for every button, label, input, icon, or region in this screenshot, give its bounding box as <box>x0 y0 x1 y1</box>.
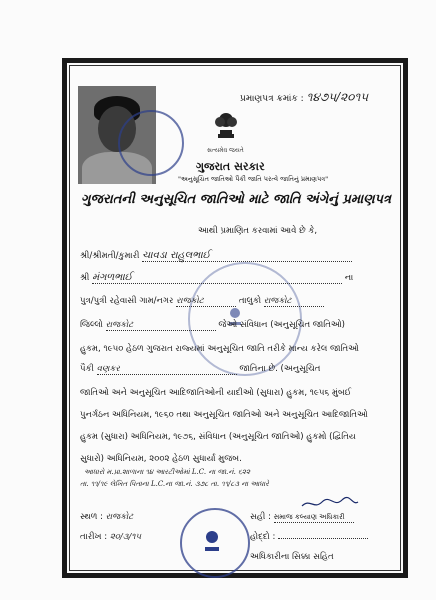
certificate-subtitle: "અનુસૂચિત જાતિઓ પૈકી જાતિ પરત્વે જાતિનું પ્રમાણપત્ર" <box>178 175 329 183</box>
taluka-value: રાજકોટ <box>264 296 324 307</box>
date-row: તારીખ : ૨૦/૩/૧૫ <box>80 532 142 542</box>
body-line-4: હુકમ (સુધારા) અધિનિયમ, ૧૯૭૬, સંવિધાન (અનુસૂચિત જાતિઓ) હુકમો (દ્વિતિય <box>80 432 356 442</box>
date-value: ૨૦/૩/૧૫ <box>109 532 142 542</box>
place-value: રાજકોટ <box>105 512 134 522</box>
caste-row: પૈકી વણકર જાતિના છે. (અનુસૂચિત <box>80 364 321 374</box>
body-line-2: જાતિઓ અને અનુસૂચિત આદિજાતિઓની યાદીઓ (સુધારા) હુકમ, ૧૯૫૬ મુંબઈ <box>80 388 352 398</box>
body-line-3: પુનર્ગઠન અધિનિયમ, ૧૯૬૦ તથા અનુસૂચિત જાતિઓ અને અનુસૂચિત આદિજાતિઓ <box>80 410 368 420</box>
certificate-number-value: ૧૪૭૫/૨૦૧૫ <box>306 90 369 104</box>
intro-text: આથી પ્રમાણિત કરવામાં આવે છે કે, <box>198 226 318 236</box>
caste-value: વણકર <box>97 364 237 375</box>
body-line-5: સુધારો) અધિનિયમ, ૨૦૦૨ હેઠળ સુધાર્યા મુજબ. <box>80 454 242 464</box>
signature-row: સહી : સમાજ કલ્યાણ અધિકારી <box>250 512 354 523</box>
handwritten-note-2: તા. ૧૧/૧૯ લેખિત પિતાના L.C.ના જા.નં. ૩૭૮ તા. ૧૧/૮૩ ના આધારે <box>80 480 269 488</box>
place-row: સ્થળ : રાજકોટ <box>80 512 134 522</box>
seal-emblem-icon <box>201 526 223 554</box>
district-value: રાજકોટ <box>106 320 216 331</box>
father-name-value: મંગળભાઈ <box>92 272 342 284</box>
designation-row: હોદ્દો : <box>250 532 368 542</box>
father-row: શ્રી મંગળભાઈ ના <box>80 272 354 283</box>
officer-signature <box>300 496 360 510</box>
emblem-motto: સત્યમેવ જયતે <box>207 147 244 154</box>
residence-value: રાજકોટ <box>176 296 236 307</box>
residence-row: પુત્ર/પુત્રી રહેવાસી ગામ/નગર રાજકોટ તાલુકો રાજકોટ <box>80 296 324 307</box>
photo-seal-stamp <box>118 110 184 176</box>
name-row: શ્રી/શ્રીમતી/કુમારી ચાવડા રાહુલભાઈ <box>80 250 352 262</box>
signature-officer-name: સમાજ કલ્યાણ અધિકારી <box>274 513 354 523</box>
district-row: જિલ્લો રાજકોટ જેઓ સંવિધાન (અનુસૂચિત જાતિઓ) <box>80 320 345 330</box>
certificate-title: ગુજરાતની અનુસૂચિત જાતિઓ માટે જાતિ અંગેનું પ્રમાણપત્ર <box>81 192 391 207</box>
certificate-number: પ્રમાણપત્ર ક્રમાંક : ૧૪૭૫/૨૦૧૫ <box>240 90 369 104</box>
seal-label: અધિકારીના સિક્કા સહિત <box>250 552 334 562</box>
government-heading: ગુજરાત સરકાર <box>196 160 265 173</box>
body-line-1: હુકમ, ૧૯૫૦ હેઠળ ગુજરાત રાજ્યમાં અનુસૂચિત જાતિ તરીકે માન્ય કરેલ જાતિઓ <box>80 344 359 354</box>
name-value: ચાવડા રાહુલભાઈ <box>142 250 352 262</box>
state-emblem-icon <box>212 108 240 142</box>
handwritten-note-1: આધારો મ.પ્રા.શાળાના ૧૪ આરટીઓમાં L.C. ના જા.નં. ૬૨૨ <box>84 468 251 476</box>
